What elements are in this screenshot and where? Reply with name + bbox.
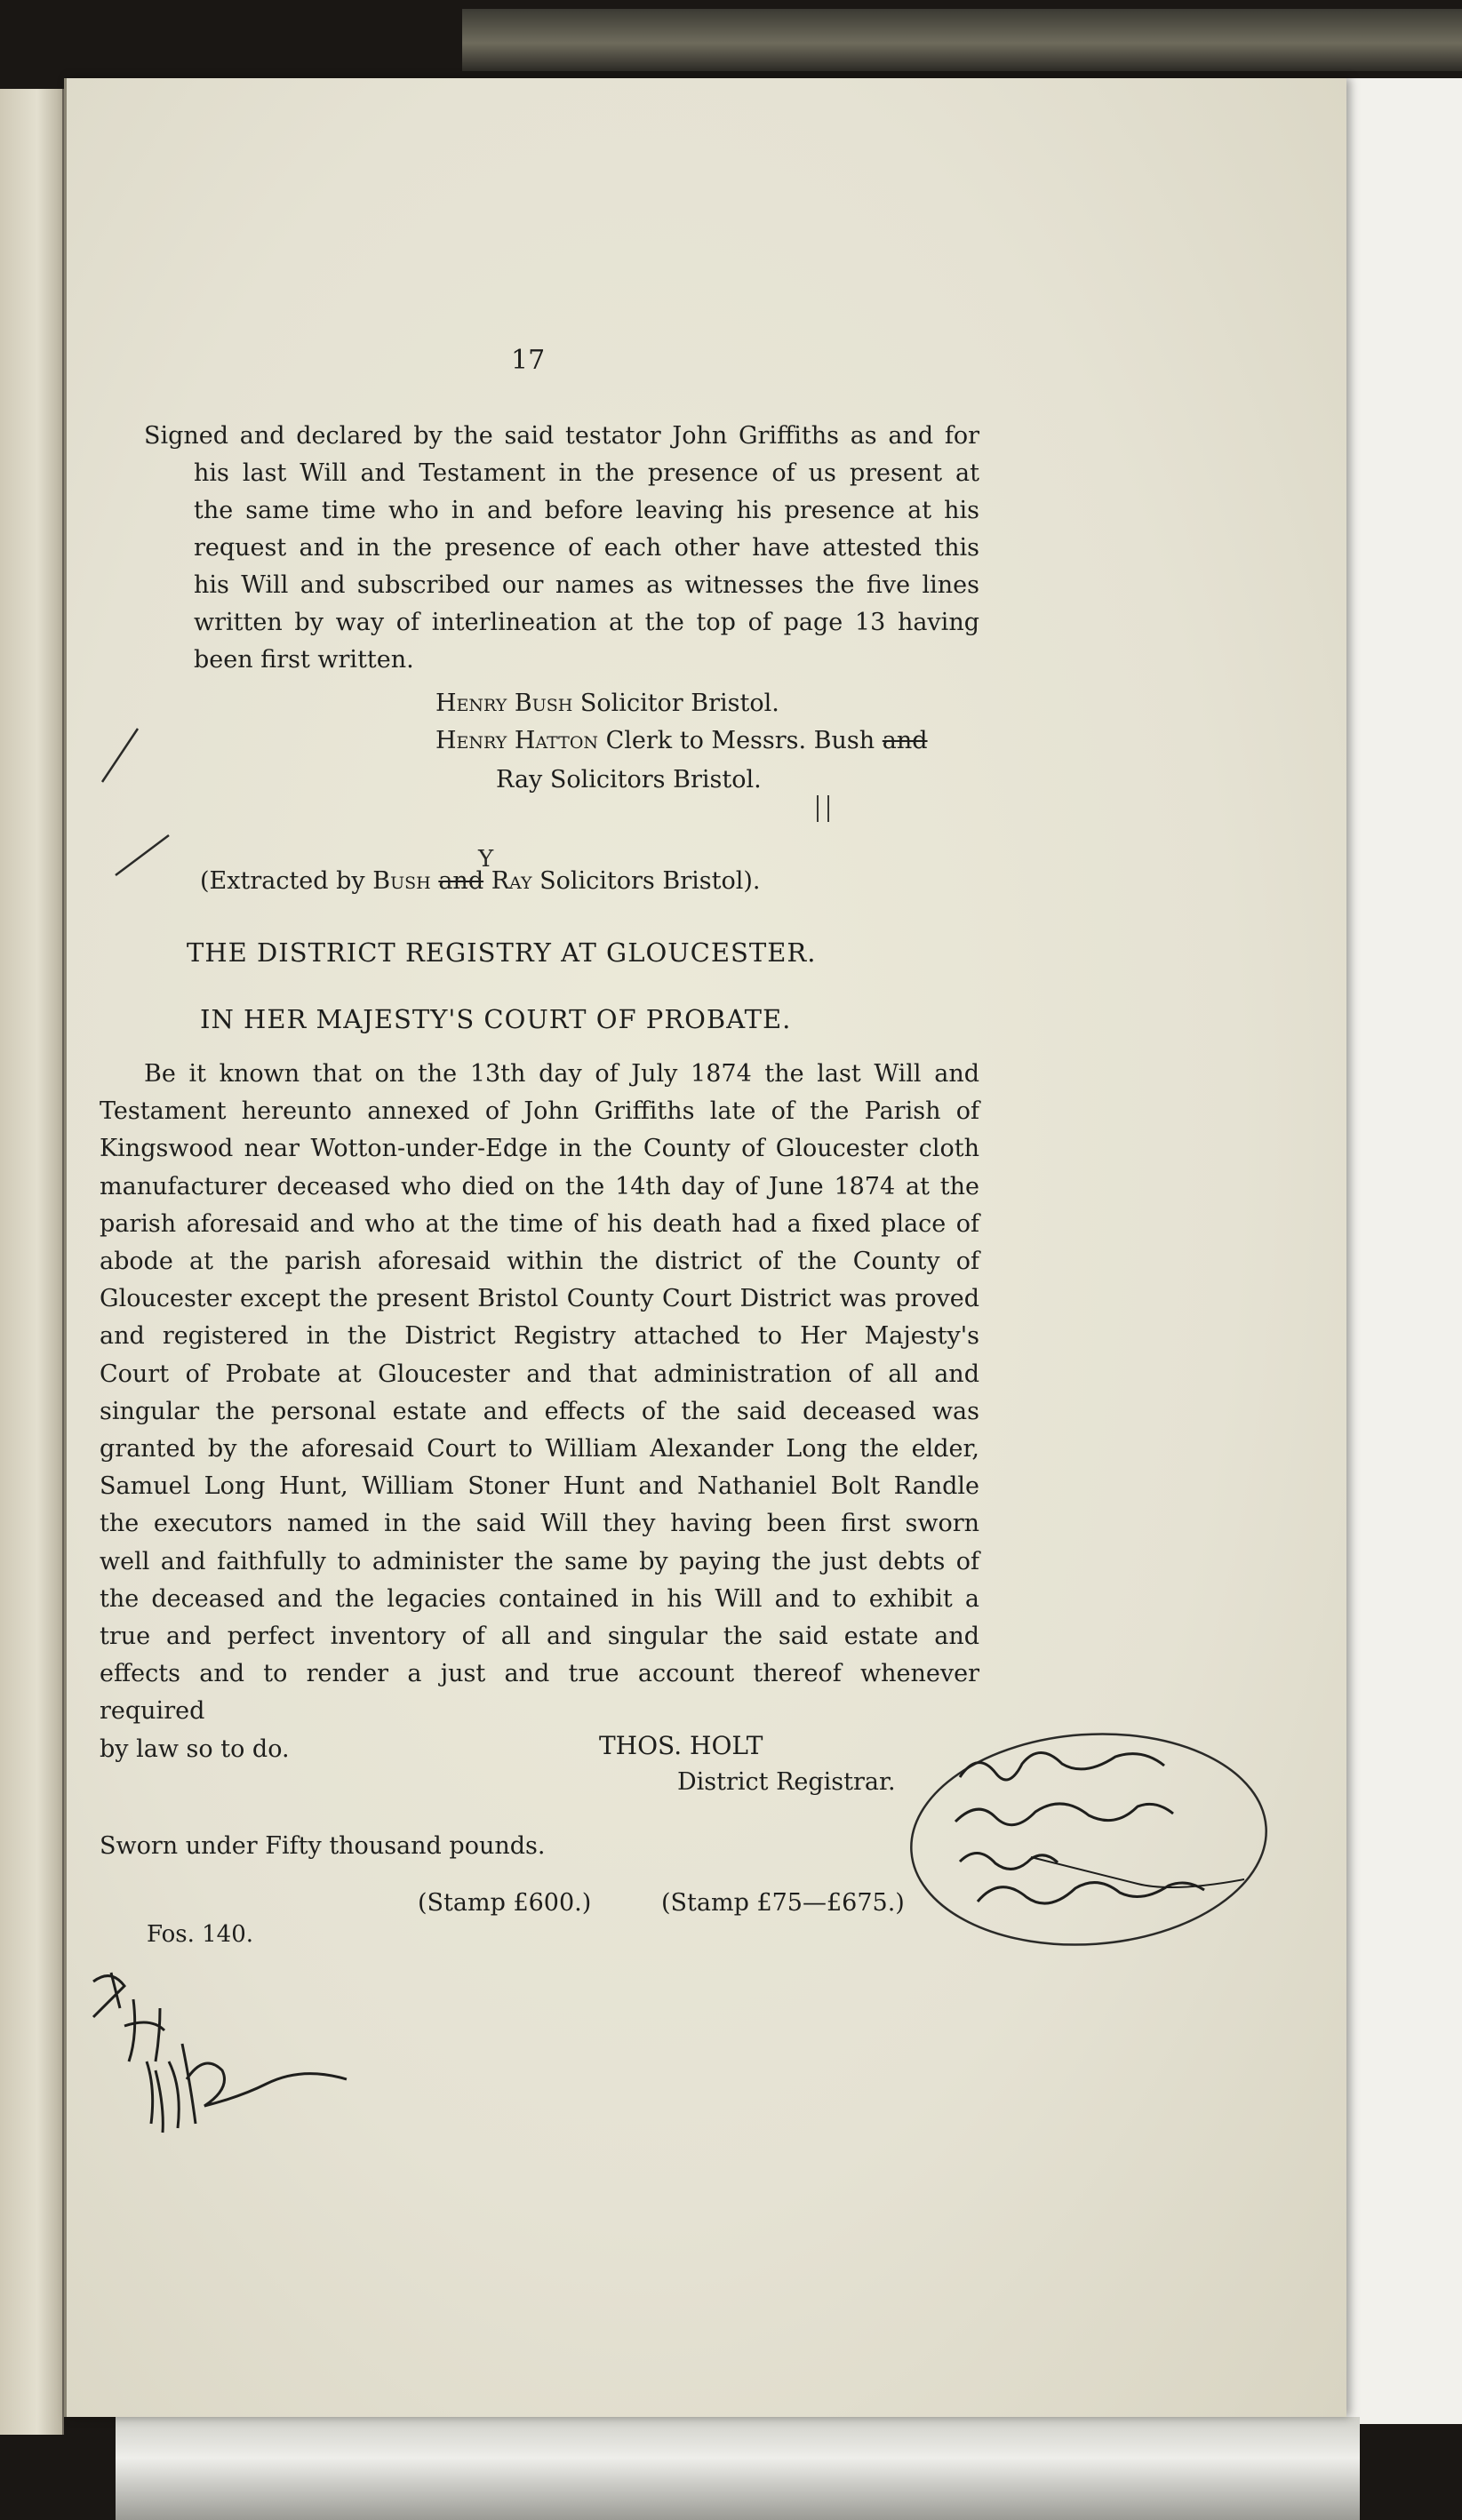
margin-tick-marks bbox=[98, 720, 196, 897]
grant-line: by law so to do. bbox=[100, 1734, 290, 1763]
page-number: 17 bbox=[511, 345, 546, 376]
struck-word: and bbox=[882, 727, 928, 754]
extracted-by-line bbox=[200, 867, 760, 895]
grant-line: Testament hereunto annexed of John Griffiths late of the Parish of bbox=[100, 1097, 979, 1126]
insertion-mark: Y bbox=[478, 846, 494, 873]
grant-line: abode at the parish aforesaid within the district of the County of bbox=[100, 1248, 979, 1276]
witness-2-role: Clerk to Messrs. Bush bbox=[605, 727, 875, 754]
grant-line: Kingswood near Wotton-under-Edge in the County of Gloucester cloth bbox=[100, 1135, 979, 1163]
court-heading: IN HER MAJESTY'S COURT OF PROBATE. bbox=[200, 1004, 792, 1034]
folio-count: Fos. 140. bbox=[147, 1921, 254, 1948]
attestation-line: been first written. bbox=[194, 646, 414, 674]
witness-2 bbox=[435, 727, 928, 754]
witness-2-name: Henry Hatton bbox=[435, 727, 599, 754]
grant-line: parish aforesaid and who at the time of his death had a fixed place of bbox=[100, 1209, 979, 1238]
binding-top bbox=[462, 9, 1462, 71]
registrar-name: THOS. HOLT bbox=[599, 1731, 763, 1760]
grant-line: the executors named in the said Will they having been first sworn bbox=[100, 1510, 979, 1538]
registry-seal-stamp bbox=[898, 1724, 1271, 1973]
grant-line: and registered in the District Registry attached to Her Majesty's bbox=[100, 1322, 979, 1351]
witness-2-continuation: Ray Solicitors Bristol. bbox=[496, 766, 762, 793]
handwritten-initials bbox=[84, 1964, 369, 2150]
attestation-line: his Will and subscribed our names as witnesses the five lines bbox=[194, 571, 979, 599]
grant-line: singular the personal estate and effects of the said deceased was bbox=[100, 1397, 979, 1425]
registrar-title: District Registrar. bbox=[677, 1768, 896, 1796]
attestation-line: Signed and declared by the said testator John Griffiths as and for bbox=[144, 422, 979, 450]
grant-line: true and perfect inventory of all and singular the said estate and bbox=[100, 1623, 979, 1651]
attestation-line: request and in the presence of each other have attested this bbox=[194, 534, 979, 562]
sworn-value: Sworn under Fifty thousand pounds. bbox=[100, 1832, 546, 1860]
witness-1-name: Henry Bush bbox=[435, 690, 573, 717]
facing-page-left bbox=[0, 89, 64, 2435]
grant-line: Court of Probate at Gloucester and that administration of all and bbox=[100, 1360, 979, 1388]
witness-1 bbox=[435, 690, 779, 717]
margin-ink-mark bbox=[811, 791, 837, 826]
probate-grant bbox=[100, 1056, 979, 1768]
registry-heading: THE DISTRICT REGISTRY AT GLOUCESTER. bbox=[187, 937, 817, 968]
attestation-line: written by way of interlineation at the top of page 13 having bbox=[194, 609, 979, 636]
extracted-close: Solicitors Bristol). bbox=[539, 867, 761, 895]
grant-line: the deceased and the legacies contained in his Will and to exhibit a bbox=[100, 1584, 979, 1613]
attestation-line: the same time who in and before leaving his presence at his bbox=[194, 497, 979, 524]
grant-line: Be it known that on the 13th day of July 1874 the last Will and bbox=[144, 1060, 979, 1088]
grant-line: manufacturer deceased who died on the 14th day of June 1874 at the bbox=[100, 1172, 979, 1200]
extracted-struck: and bbox=[438, 867, 484, 895]
extracted-firm-1: Bush bbox=[372, 867, 431, 895]
grant-line: well and faithfully to administer the same by paying the just debts of bbox=[100, 1547, 979, 1575]
extracted-firm-2: Ray bbox=[491, 867, 532, 895]
stamp-duty-1: (Stamp £600.) bbox=[418, 1889, 592, 1917]
grant-line: granted by the aforesaid Court to William Alexander Long the elder, bbox=[100, 1435, 979, 1463]
grant-line: effects and to render a just and true account thereof whenever required bbox=[100, 1660, 979, 1726]
witness-1-role: Solicitor Bristol. bbox=[579, 690, 779, 717]
grant-line: Samuel Long Hunt, William Stoner Hunt and Nathaniel Bolt Randle bbox=[100, 1472, 979, 1501]
stamp-duty-2: (Stamp £75—£675.) bbox=[661, 1889, 905, 1917]
binding-bottom bbox=[116, 2417, 1360, 2520]
facing-page-right bbox=[1342, 78, 1462, 2424]
attestation-line: his last Will and Testament in the presence of us present at bbox=[194, 459, 979, 487]
extracted-open: (Extracted by bbox=[200, 867, 365, 895]
grant-line: Gloucester except the present Bristol County Court District was proved bbox=[100, 1285, 979, 1313]
attestation-clause bbox=[144, 418, 979, 679]
